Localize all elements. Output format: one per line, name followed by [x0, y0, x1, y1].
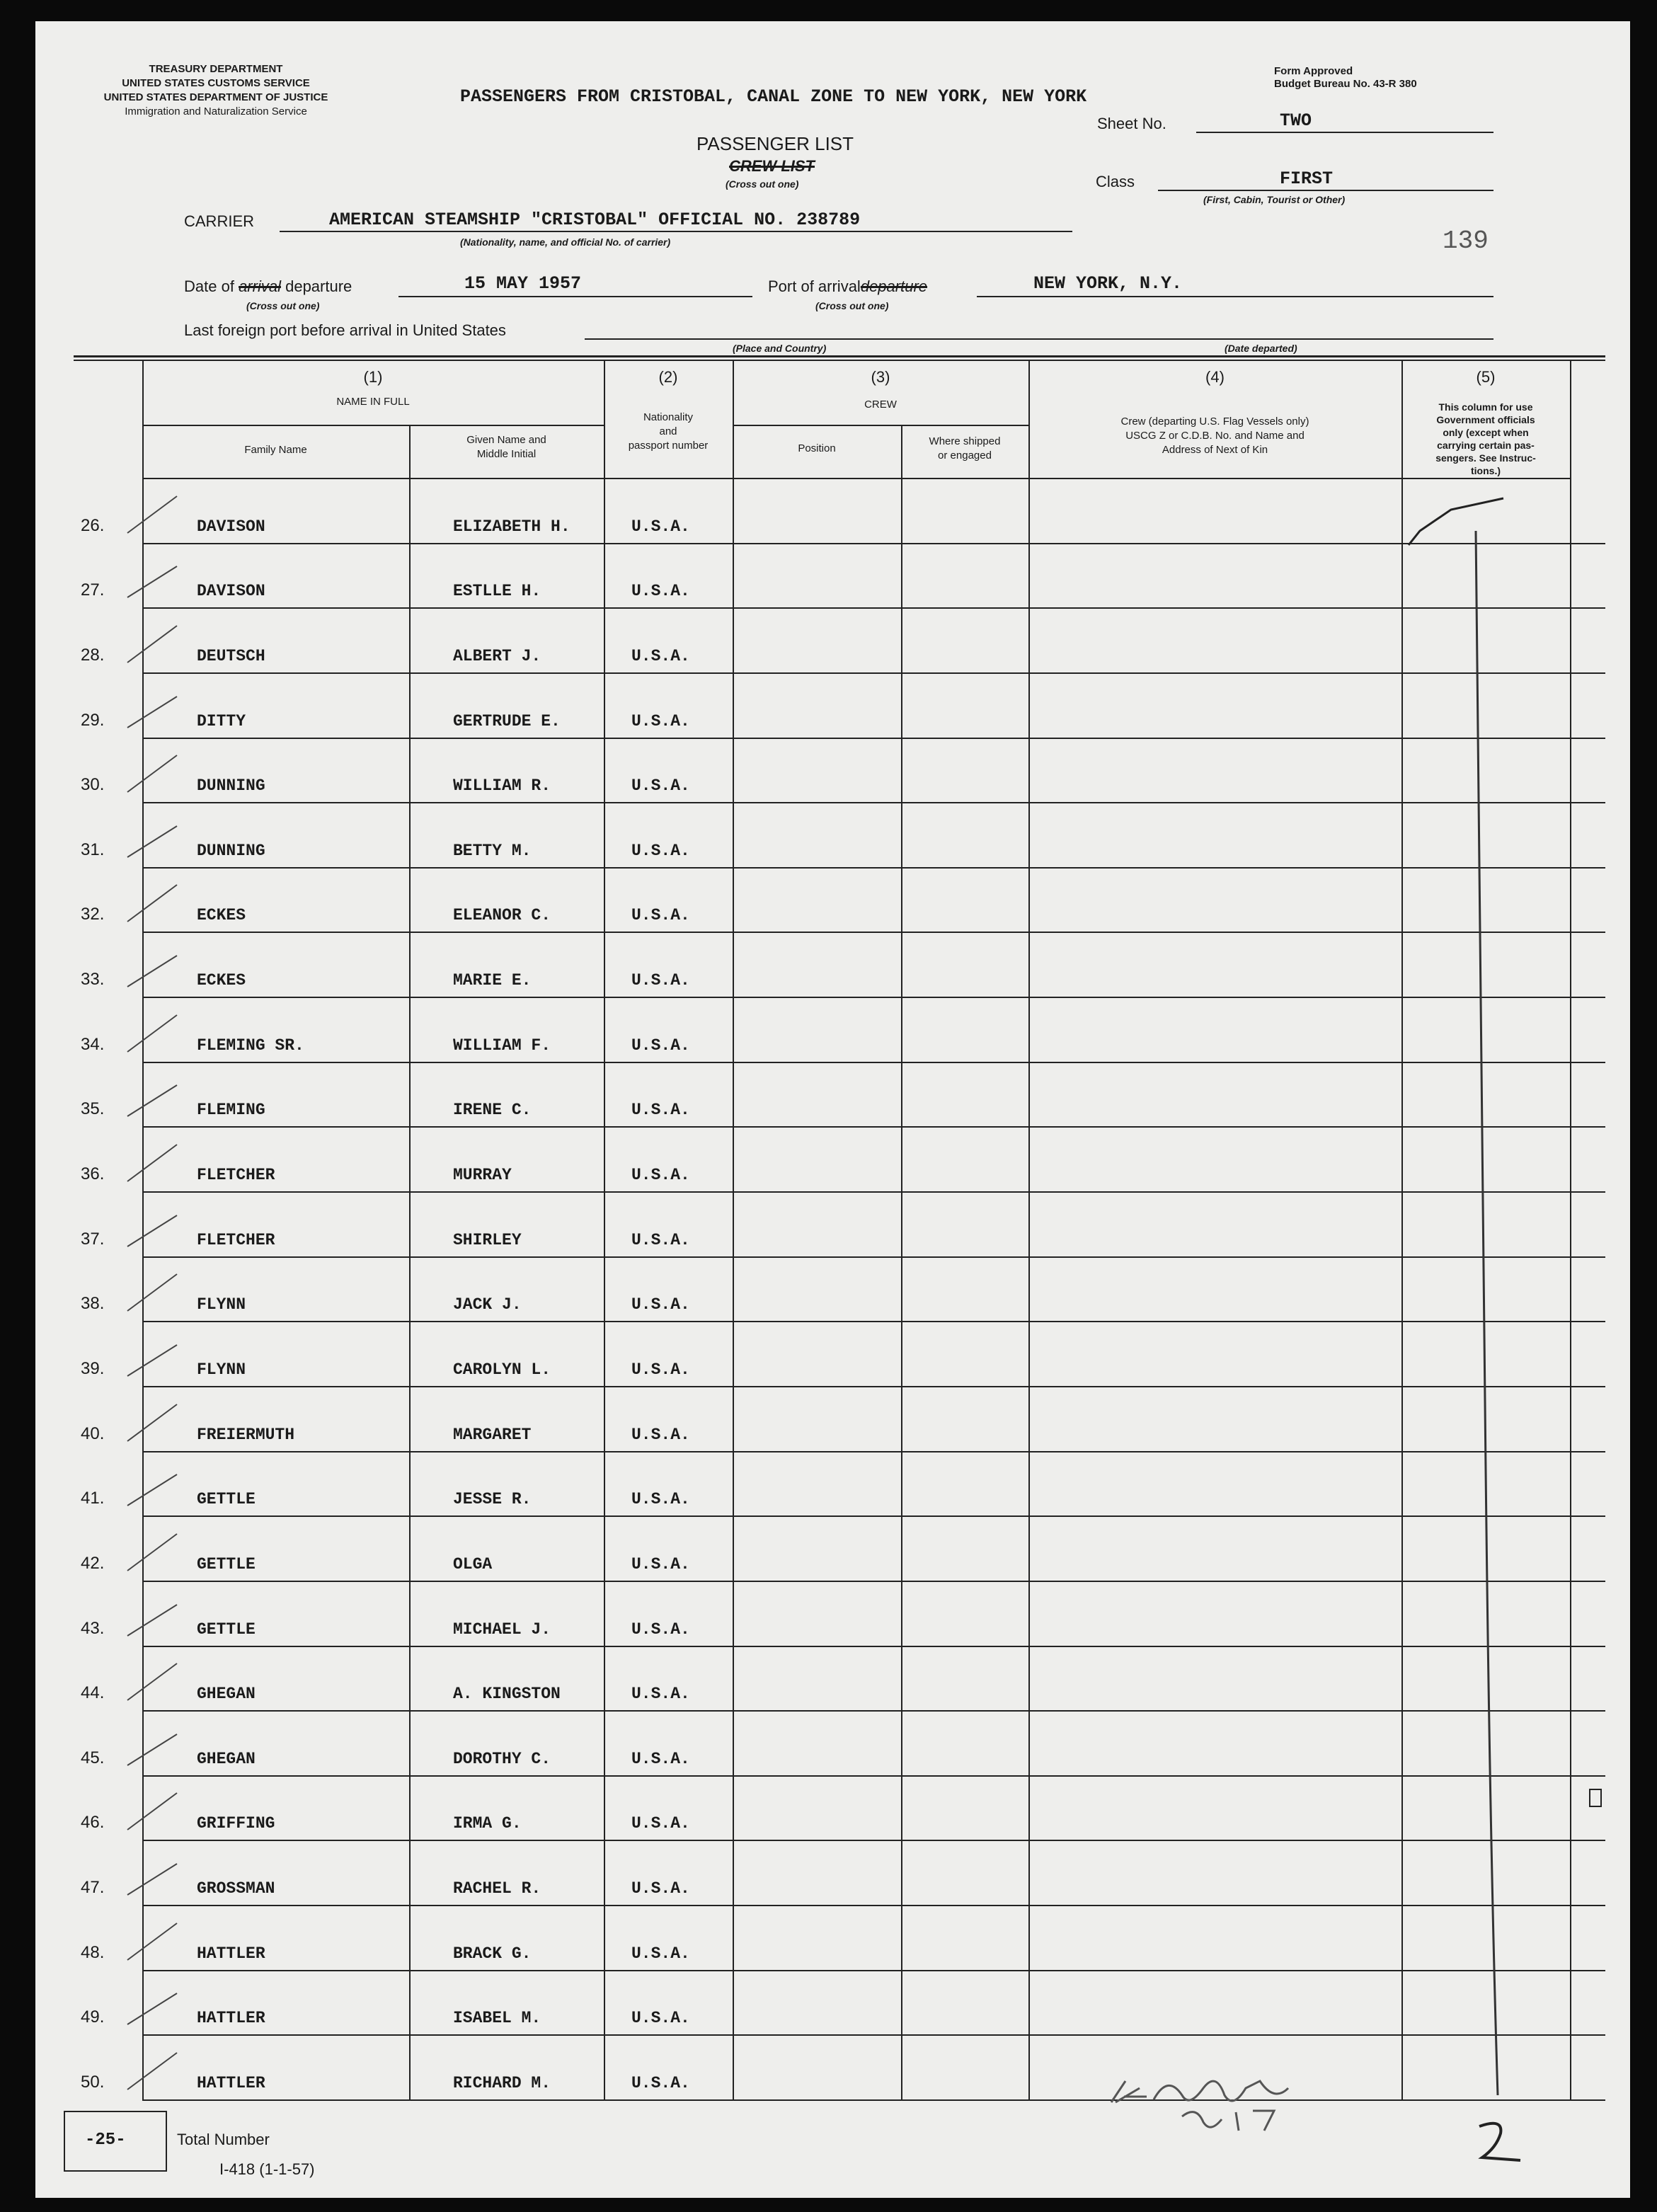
row-tick-mark: [106, 1527, 184, 1576]
date-label-struck: arrival: [239, 277, 281, 295]
agency-block: [74, 62, 357, 119]
row-rule: [142, 1126, 1605, 1128]
nationality-cell: U.S.A.: [631, 2074, 690, 2092]
nationality-cell: U.S.A.: [631, 1101, 690, 1119]
col3-where-line-1: Where shipped: [929, 435, 1001, 447]
row-rule: [142, 932, 1605, 933]
row-rule: [142, 1840, 1605, 1841]
given-name-cell: ISABEL M.: [453, 2009, 541, 2027]
nationality-cell: U.S.A.: [631, 1750, 690, 1768]
row-rule: [142, 2099, 1605, 2101]
row-number: 48.: [81, 1943, 105, 1962]
carrier-value: AMERICAN STEAMSHIP "CRISTOBAL" OFFICIAL NO. 238789: [329, 210, 861, 230]
given-name-cell: DOROTHY C.: [453, 1750, 551, 1768]
row-rule: [142, 1386, 1605, 1387]
row-tick-mark: [106, 1916, 184, 1966]
row-tick-mark: [106, 1721, 184, 1771]
row-rule: [142, 1321, 1605, 1322]
given-name-cell: WILLIAM R.: [453, 777, 551, 795]
row-number: 45.: [81, 1748, 105, 1767]
row-tick-mark: [106, 1397, 184, 1447]
given-name-cell: ELEANOR C.: [453, 906, 551, 924]
form-approved-line-2: Budget Bureau No. 43-R 380: [1274, 78, 1417, 90]
family-name-cell: FLETCHER: [197, 1231, 275, 1249]
sheet-label: Sheet No.: [1097, 115, 1166, 132]
given-name-cell: ALBERT J.: [453, 647, 541, 665]
row-number: 47.: [81, 1878, 105, 1897]
carrier-underline: [280, 231, 1072, 232]
row-number: 37.: [81, 1230, 105, 1249]
family-name-cell: HATTLER: [197, 2074, 265, 2092]
date-label: [184, 277, 352, 296]
family-name-cell: ECKES: [197, 971, 246, 990]
carrier-label: CARRIER: [184, 212, 255, 230]
col5-line-2: Government officials: [1436, 414, 1535, 425]
row-rule: [142, 1970, 1605, 1971]
last-port-underline: [585, 338, 1073, 340]
given-name-cell: MURRAY: [453, 1166, 512, 1184]
row-number: 40.: [81, 1424, 105, 1443]
family-name-cell: ECKES: [197, 906, 246, 924]
form-id: I-418 (1-1-57): [219, 2160, 315, 2178]
family-name-cell: DAVISON: [197, 517, 265, 536]
row-tick-mark: [106, 1267, 184, 1317]
nationality-cell: U.S.A.: [631, 1360, 690, 1379]
row-rule: [142, 543, 1605, 544]
crew-subhead-rule: [733, 425, 1028, 426]
last-port-label: Last foreign port before arrival in United States: [184, 321, 506, 339]
sheet-value: TWO: [1280, 110, 1312, 131]
family-name-cell: DEUTSCH: [197, 647, 265, 665]
official-check-stroke: [1401, 481, 1571, 2102]
family-name-cell: FLEMING: [197, 1101, 265, 1119]
row-tick-mark: [106, 554, 184, 603]
given-name-cell: GERTRUDE E.: [453, 712, 561, 730]
col4-number: (4): [1205, 368, 1225, 386]
row-number: 34.: [81, 1035, 105, 1054]
nationality-cell: U.S.A.: [631, 1620, 690, 1639]
row-number: 46.: [81, 1813, 105, 1832]
row-rule: [142, 1515, 1605, 1517]
row-rule: [142, 1905, 1605, 1906]
family-name-cell: GRIFFING: [197, 1814, 275, 1833]
row-rule: [142, 607, 1605, 609]
col1-number: (1): [363, 368, 383, 386]
total-count: -25-: [85, 2131, 126, 2150]
given-name-cell: IRMA G.: [453, 1814, 522, 1833]
col5-line-1: This column for use: [1438, 401, 1533, 413]
given-name-cell: MARIE E.: [453, 971, 532, 990]
date-value: 15 MAY 1957: [464, 273, 582, 294]
nationality-cell: U.S.A.: [631, 1944, 690, 1963]
row-rule: [142, 738, 1605, 739]
row-number: 36.: [81, 1164, 105, 1184]
col1-given-name: [409, 433, 604, 462]
row-tick-mark: [106, 1332, 184, 1382]
port-value: NEW YORK, N.Y.: [1033, 273, 1183, 294]
port-label: [768, 277, 927, 296]
col1-family-name: Family Name: [244, 444, 307, 456]
row-tick-mark: [106, 943, 184, 992]
nationality-cell: U.S.A.: [631, 1231, 690, 1249]
given-name-cell: MARGARET: [453, 1426, 532, 1444]
nationality-cell: U.S.A.: [631, 712, 690, 730]
last-port-place-note: (Place and Country): [733, 343, 827, 354]
nationality-cell: U.S.A.: [631, 1685, 690, 1703]
sheet-underline: [1196, 132, 1493, 133]
col-border-names: [604, 360, 605, 2099]
row-number: 50.: [81, 2073, 105, 2092]
row-number: 29.: [81, 711, 105, 730]
class-label: Class: [1096, 173, 1135, 190]
port-note: (Cross out one): [815, 300, 889, 311]
family-name-cell: FLYNN: [197, 1360, 246, 1379]
nationality-cell: U.S.A.: [631, 906, 690, 924]
row-tick-mark: [106, 1462, 184, 1511]
nationality-cell: U.S.A.: [631, 2009, 690, 2027]
col3-where-line-2: or engaged: [938, 449, 992, 462]
nationality-cell: U.S.A.: [631, 1036, 690, 1055]
row-tick-mark: [106, 1981, 184, 2030]
family-name-cell: DITTY: [197, 712, 246, 730]
given-name-cell: BRACK G.: [453, 1944, 532, 1963]
col3-position: Position: [798, 442, 836, 454]
given-name-cell: WILLIAM F.: [453, 1036, 551, 1055]
row-tick-mark: [106, 878, 184, 927]
col4-line-3: Address of Next of Kin: [1162, 444, 1268, 456]
family-name-cell: GHEGAN: [197, 1750, 256, 1768]
crew-list-struck: CREW LIST: [729, 157, 815, 175]
row-rule: [142, 2034, 1605, 2036]
col2-line-3: passport number: [628, 440, 709, 452]
nationality-cell: U.S.A.: [631, 1490, 690, 1508]
nationality-cell: U.S.A.: [631, 842, 690, 860]
class-value: FIRST: [1280, 168, 1334, 189]
class-note: (First, Cabin, Tourist or Other): [1203, 194, 1346, 205]
col-border-crew: [1028, 360, 1030, 2099]
family-name-cell: FLEMING SR.: [197, 1036, 304, 1055]
family-name-cell: HATTLER: [197, 2009, 265, 2027]
date-underline: [399, 296, 752, 297]
row-number: 43.: [81, 1619, 105, 1638]
nationality-cell: U.S.A.: [631, 647, 690, 665]
route-title: PASSENGERS FROM CRISTOBAL, CANAL ZONE TO NEW YORK, NEW YORK: [460, 86, 1087, 107]
class-underline: [1158, 190, 1493, 191]
col5-line-5: sengers. See Instruc-: [1435, 452, 1536, 464]
row-rule: [142, 1062, 1605, 1063]
col5-line-6: tions.): [1471, 465, 1501, 476]
family-name-cell: DAVISON: [197, 582, 265, 600]
given-name-cell: CAROLYN L.: [453, 1360, 551, 1379]
names-subhead-rule: [142, 425, 604, 426]
col-border-nationality: [733, 360, 734, 2099]
port-label-pre: Port of arrival: [768, 277, 861, 295]
row-number: 33.: [81, 970, 105, 989]
col2-line-2: and: [659, 425, 677, 437]
header-rule-1: [74, 355, 1605, 357]
col5-line-4: carrying certain pas-: [1437, 440, 1535, 451]
nationality-cell: U.S.A.: [631, 1166, 690, 1184]
row-rule: [142, 1451, 1605, 1452]
row-rule: [142, 672, 1605, 674]
nationality-cell: U.S.A.: [631, 971, 690, 990]
header-bottom-rule: [142, 478, 1401, 479]
col5-title: [1401, 401, 1570, 477]
given-name-cell: RACHEL R.: [453, 1879, 541, 1898]
given-name-cell: A. KINGSTON: [453, 1685, 561, 1703]
row-tick-mark: [106, 748, 184, 798]
given-name-cell: IRENE C.: [453, 1101, 532, 1119]
row-tick-mark: [106, 813, 184, 863]
col4-line-2: USCG Z or C.D.B. No. and Name and: [1125, 430, 1305, 442]
edge-mark: [1589, 1789, 1602, 1807]
nationality-cell: U.S.A.: [631, 517, 690, 536]
given-name-cell: ELIZABETH H.: [453, 517, 571, 536]
family-name-cell: DUNNING: [197, 842, 265, 860]
col1-title: NAME IN FULL: [336, 396, 410, 408]
list-title: PASSENGER LIST: [696, 133, 854, 154]
agency-line-1: TREASURY DEPARTMENT: [149, 63, 283, 75]
date-label-pre: Date of: [184, 277, 234, 295]
family-name-cell: GROSSMAN: [197, 1879, 275, 1898]
row-tick-mark: [106, 1851, 184, 1901]
row-number: 26.: [81, 516, 105, 535]
given-name-cell: ESTLLE H.: [453, 582, 541, 600]
col5-header-rule: [1401, 478, 1570, 479]
header-rule-2: [74, 360, 1605, 361]
nationality-cell: U.S.A.: [631, 1426, 690, 1444]
given-name-cell: JESSE R.: [453, 1490, 532, 1508]
col3-where-shipped: [901, 435, 1028, 463]
row-number: 41.: [81, 1489, 105, 1508]
col-border-position: [901, 425, 902, 2099]
row-rule: [142, 1646, 1605, 1647]
row-number: 28.: [81, 646, 105, 665]
date-note: (Cross out one): [246, 300, 320, 311]
row-rule: [142, 1775, 1605, 1777]
family-name-cell: GHEGAN: [197, 1685, 256, 1703]
nationality-cell: U.S.A.: [631, 1295, 690, 1314]
row-tick-mark: [106, 1592, 184, 1641]
row-number: 42.: [81, 1554, 105, 1573]
total-label: Total Number: [177, 2131, 270, 2148]
given-name-cell: MICHAEL J.: [453, 1620, 551, 1639]
col5-line-3: only (except when: [1443, 427, 1529, 438]
given-name-cell: BETTY M.: [453, 842, 532, 860]
port-label-struck: departure: [860, 277, 928, 295]
family-name-cell: GETTLE: [197, 1490, 256, 1508]
family-name-cell: DUNNING: [197, 777, 265, 795]
row-number: 39.: [81, 1359, 105, 1378]
row-number: 30.: [81, 775, 105, 794]
nationality-cell: U.S.A.: [631, 582, 690, 600]
row-number: 38.: [81, 1294, 105, 1313]
col2-title: [604, 411, 733, 453]
family-name-cell: GETTLE: [197, 1555, 256, 1574]
col3-number: (3): [871, 368, 890, 386]
row-rule: [142, 1710, 1605, 1712]
passenger-list-form: [35, 21, 1630, 2198]
family-name-cell: HATTLER: [197, 1944, 265, 1963]
form-approved-line-1: Form Approved: [1274, 65, 1353, 77]
list-cross-out-note: (Cross out one): [726, 178, 799, 190]
agency-line-2: UNITED STATES CUSTOMS SERVICE: [122, 77, 310, 89]
col1-given-line-1: Given Name and: [466, 434, 546, 446]
row-tick-mark: [106, 1656, 184, 1706]
family-name-cell: FLYNN: [197, 1295, 246, 1314]
row-number: 31.: [81, 840, 105, 859]
row-rule: [142, 867, 1605, 869]
nationality-cell: U.S.A.: [631, 1814, 690, 1833]
form-approved: [1274, 65, 1417, 91]
col3-title: CREW: [864, 399, 897, 411]
family-name-cell: FREIERMUTH: [197, 1426, 295, 1444]
row-tick-mark: [106, 1137, 184, 1187]
given-name-cell: JACK J.: [453, 1295, 522, 1314]
port-underline: [977, 296, 1493, 297]
row-rule: [142, 1191, 1605, 1193]
last-port-date-note: (Date departed): [1225, 343, 1297, 354]
row-tick-mark: [106, 2046, 184, 2095]
row-rule: [142, 1581, 1605, 1582]
row-tick-mark: [106, 1203, 184, 1252]
family-name-cell: FLETCHER: [197, 1166, 275, 1184]
nationality-cell: U.S.A.: [631, 777, 690, 795]
row-number: 44.: [81, 1683, 105, 1702]
col5-number: (5): [1476, 368, 1496, 386]
row-tick-mark: [106, 1786, 184, 1835]
corner-mark: [1472, 2116, 1529, 2166]
given-name-cell: RICHARD M.: [453, 2074, 551, 2092]
row-tick-mark: [106, 684, 184, 733]
row-number: 27.: [81, 580, 105, 600]
row-tick-mark: [106, 619, 184, 668]
row-rule: [142, 997, 1605, 998]
col4-title: [1028, 415, 1401, 457]
given-name-cell: OLGA: [453, 1555, 493, 1574]
given-name-cell: SHIRLEY: [453, 1231, 522, 1249]
date-label-post: departure: [285, 277, 352, 295]
row-tick-mark: [106, 489, 184, 539]
page-number: 139: [1443, 227, 1489, 256]
last-port-date-underline: [1062, 338, 1493, 340]
agency-line-4: Immigration and Naturalization Service: [125, 105, 307, 118]
row-number: 49.: [81, 2007, 105, 2027]
col2-number: (2): [658, 368, 678, 386]
agency-line-3: UNITED STATES DEPARTMENT OF JUSTICE: [103, 91, 328, 103]
carrier-note: (Nationality, name, and official No. of carrier): [460, 236, 671, 248]
family-name-cell: GETTLE: [197, 1620, 256, 1639]
nationality-cell: U.S.A.: [631, 1555, 690, 1574]
col4-line-1: Crew (departing U.S. Flag Vessels only): [1120, 416, 1309, 428]
nationality-cell: U.S.A.: [631, 1879, 690, 1898]
col-border-family: [409, 425, 411, 2099]
col1-given-line-2: Middle Initial: [476, 448, 537, 460]
col2-line-1: Nationality: [643, 411, 694, 423]
row-rule: [142, 1256, 1605, 1258]
row-tick-mark: [106, 1008, 184, 1058]
row-rule: [142, 802, 1605, 803]
row-number: 35.: [81, 1099, 105, 1118]
row-tick-mark: [106, 1072, 184, 1122]
row-number: 32.: [81, 905, 105, 924]
